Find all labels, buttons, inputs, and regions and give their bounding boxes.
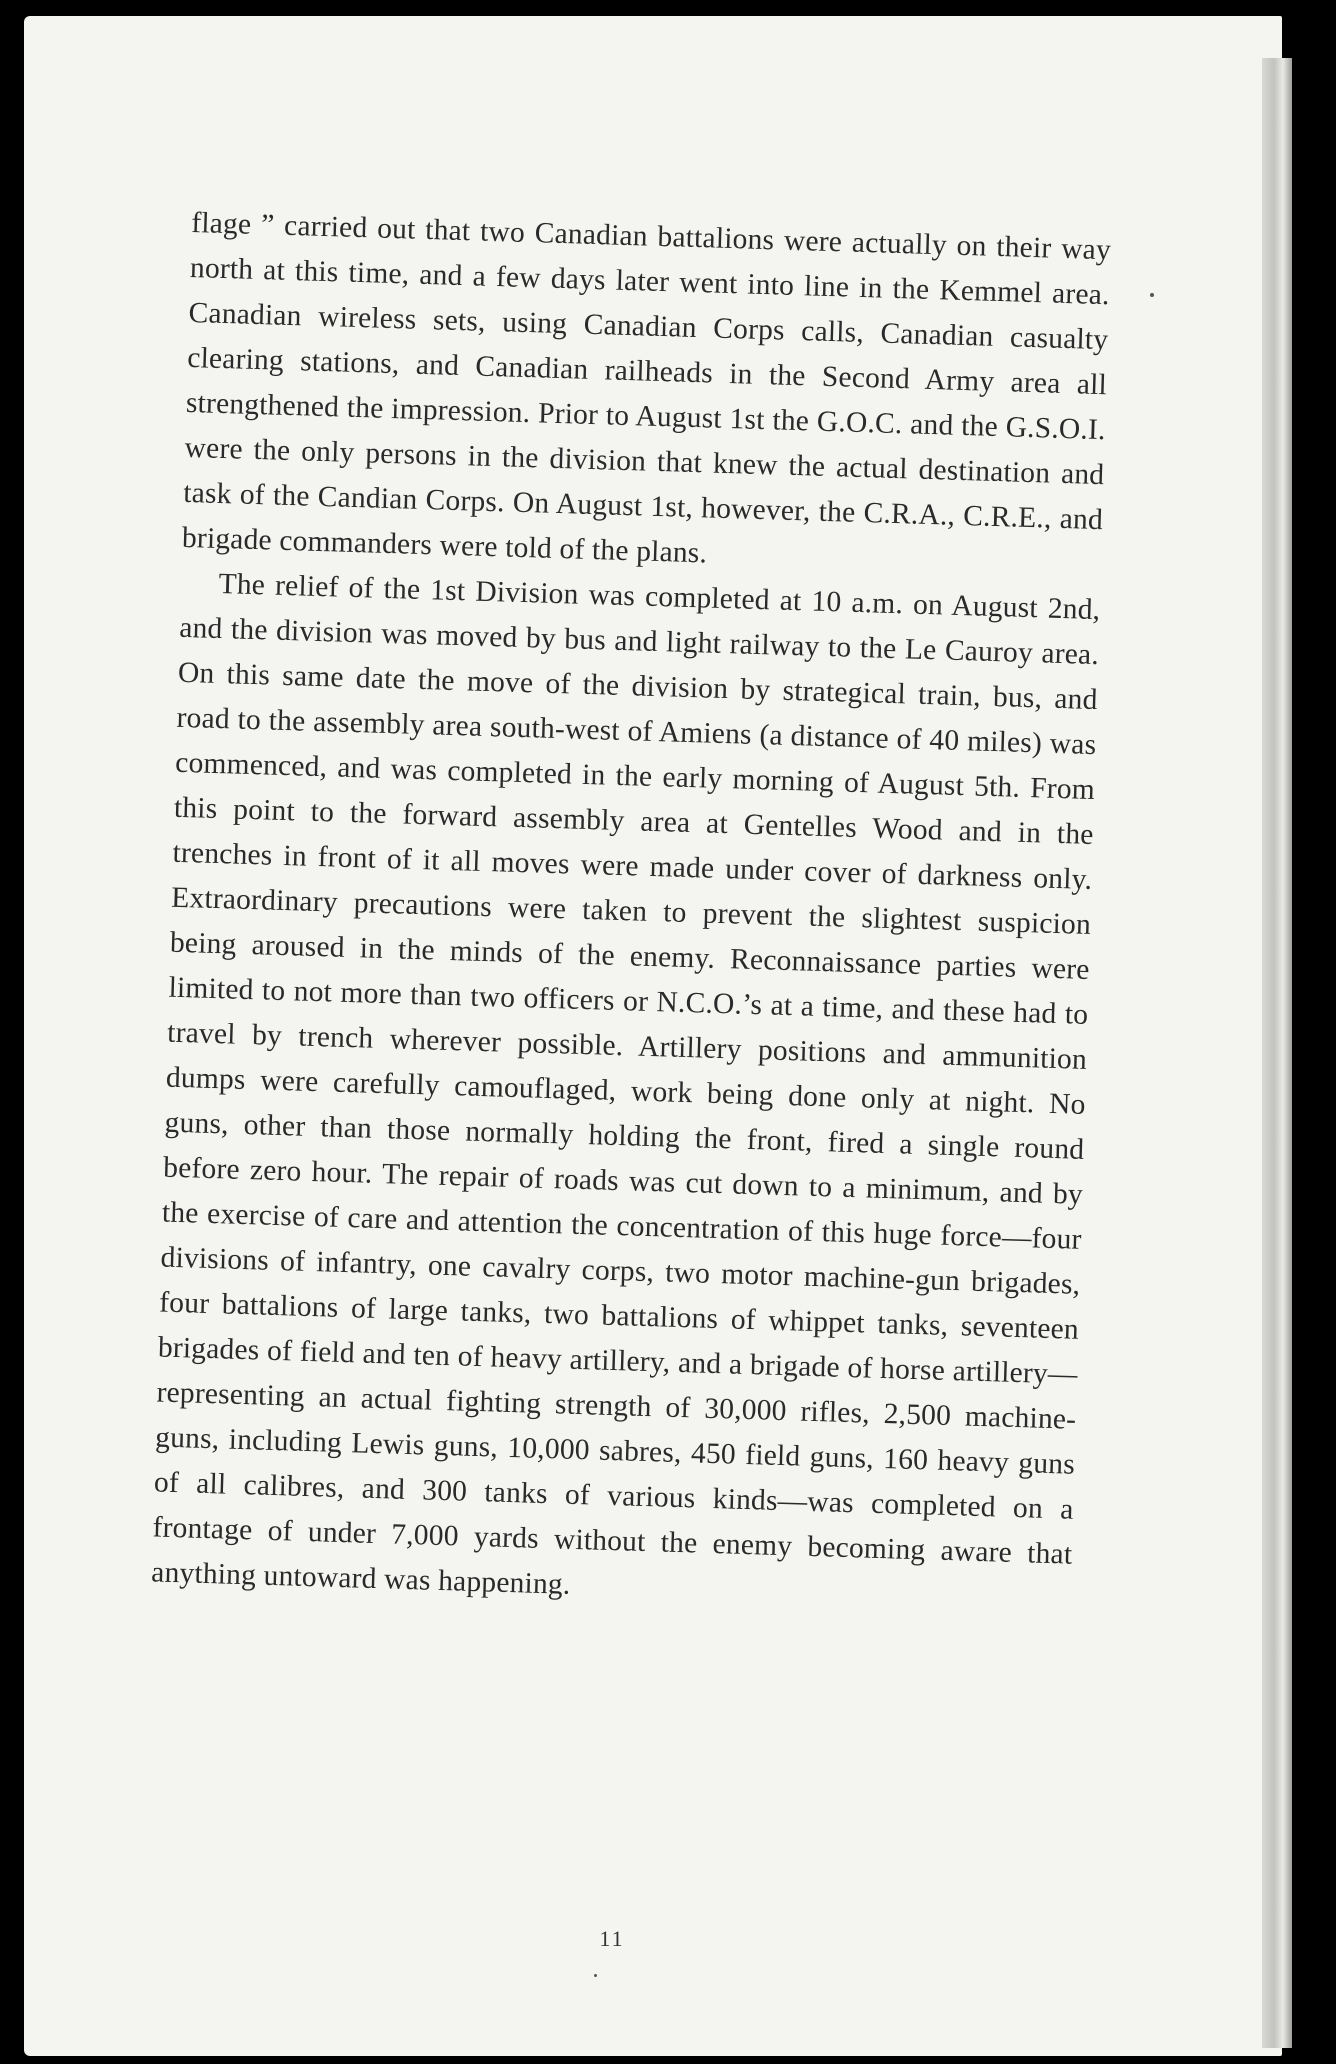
page-number: 11 [599, 1926, 625, 1951]
scan-speck [1150, 293, 1154, 297]
body-text [151, 201, 1112, 1623]
page-edge [1262, 58, 1292, 2048]
scan-speck [594, 1974, 597, 1977]
paragraph-1: flage ” carried out that two Canadian battalions were actually on their way north at this time, and a few days later went into line in the Kemmel area. Canadian wireless sets, using Canadian Corps calls, Canadian casualty clearing stations, and Canadian railheads in the Second Army area all strengthened the impression. Prior to August 1st the G.O.C. and the G.S.O.I. were the only persons in the division that knew the actual destination and task of the Candian Corps. On August 1st, however, the C.R.A., C.R.E., and brigade commanders were told of the plans. [181, 206, 1112, 570]
book-page [24, 16, 1282, 2056]
paragraph-2: The relief of the 1st Division was completed at 10 a.m. on August 2nd, and the division was moved by bus and light railway to the Le Cauroy area. On this same date the move of the division by strategical train, bus, and road to the assembly area south-west of Amiens (a distance of 40 miles) was commenced, and was completed in the early morning of August 5th. From this point to the forward assembly area at Gentelles Wood and in the trenches in front of it all moves were made under cover of darkness only. Extraordinary precautions were taken to prevent the slightest suspicion being aroused in the minds of the enemy. Reconnaissance parties were limited to not more than two officers or N.C.O.’s at a time, and these had to travel by trench wherever possible. Artillery positions and ammunition dumps were carefully camouflaged, work being done only at night. No guns, other than those normally holding the front, fired a single round before zero hour. The repair of roads was cut down to a minimum, and by the exercise of care and attention the concentration of this huge force—four divisions of infantry, one cavalry corps, two motor machine-gun brigades, four battalions of large tanks, two battalions of whippet tanks, seventeen brigades of field and ten of heavy artillery, and a brigade of horse artillery—representing an actual fighting strength of 30,000 rifles, 2,500 machine-guns, including Lewis guns, 10,000 sabres, 450 field guns, 160 heavy guns of all calibres, and 300 tanks of various kinds—was completed on a frontage of under 7,000 yards without the enemy becoming aware that anything untoward was happening. [150, 567, 1101, 1601]
